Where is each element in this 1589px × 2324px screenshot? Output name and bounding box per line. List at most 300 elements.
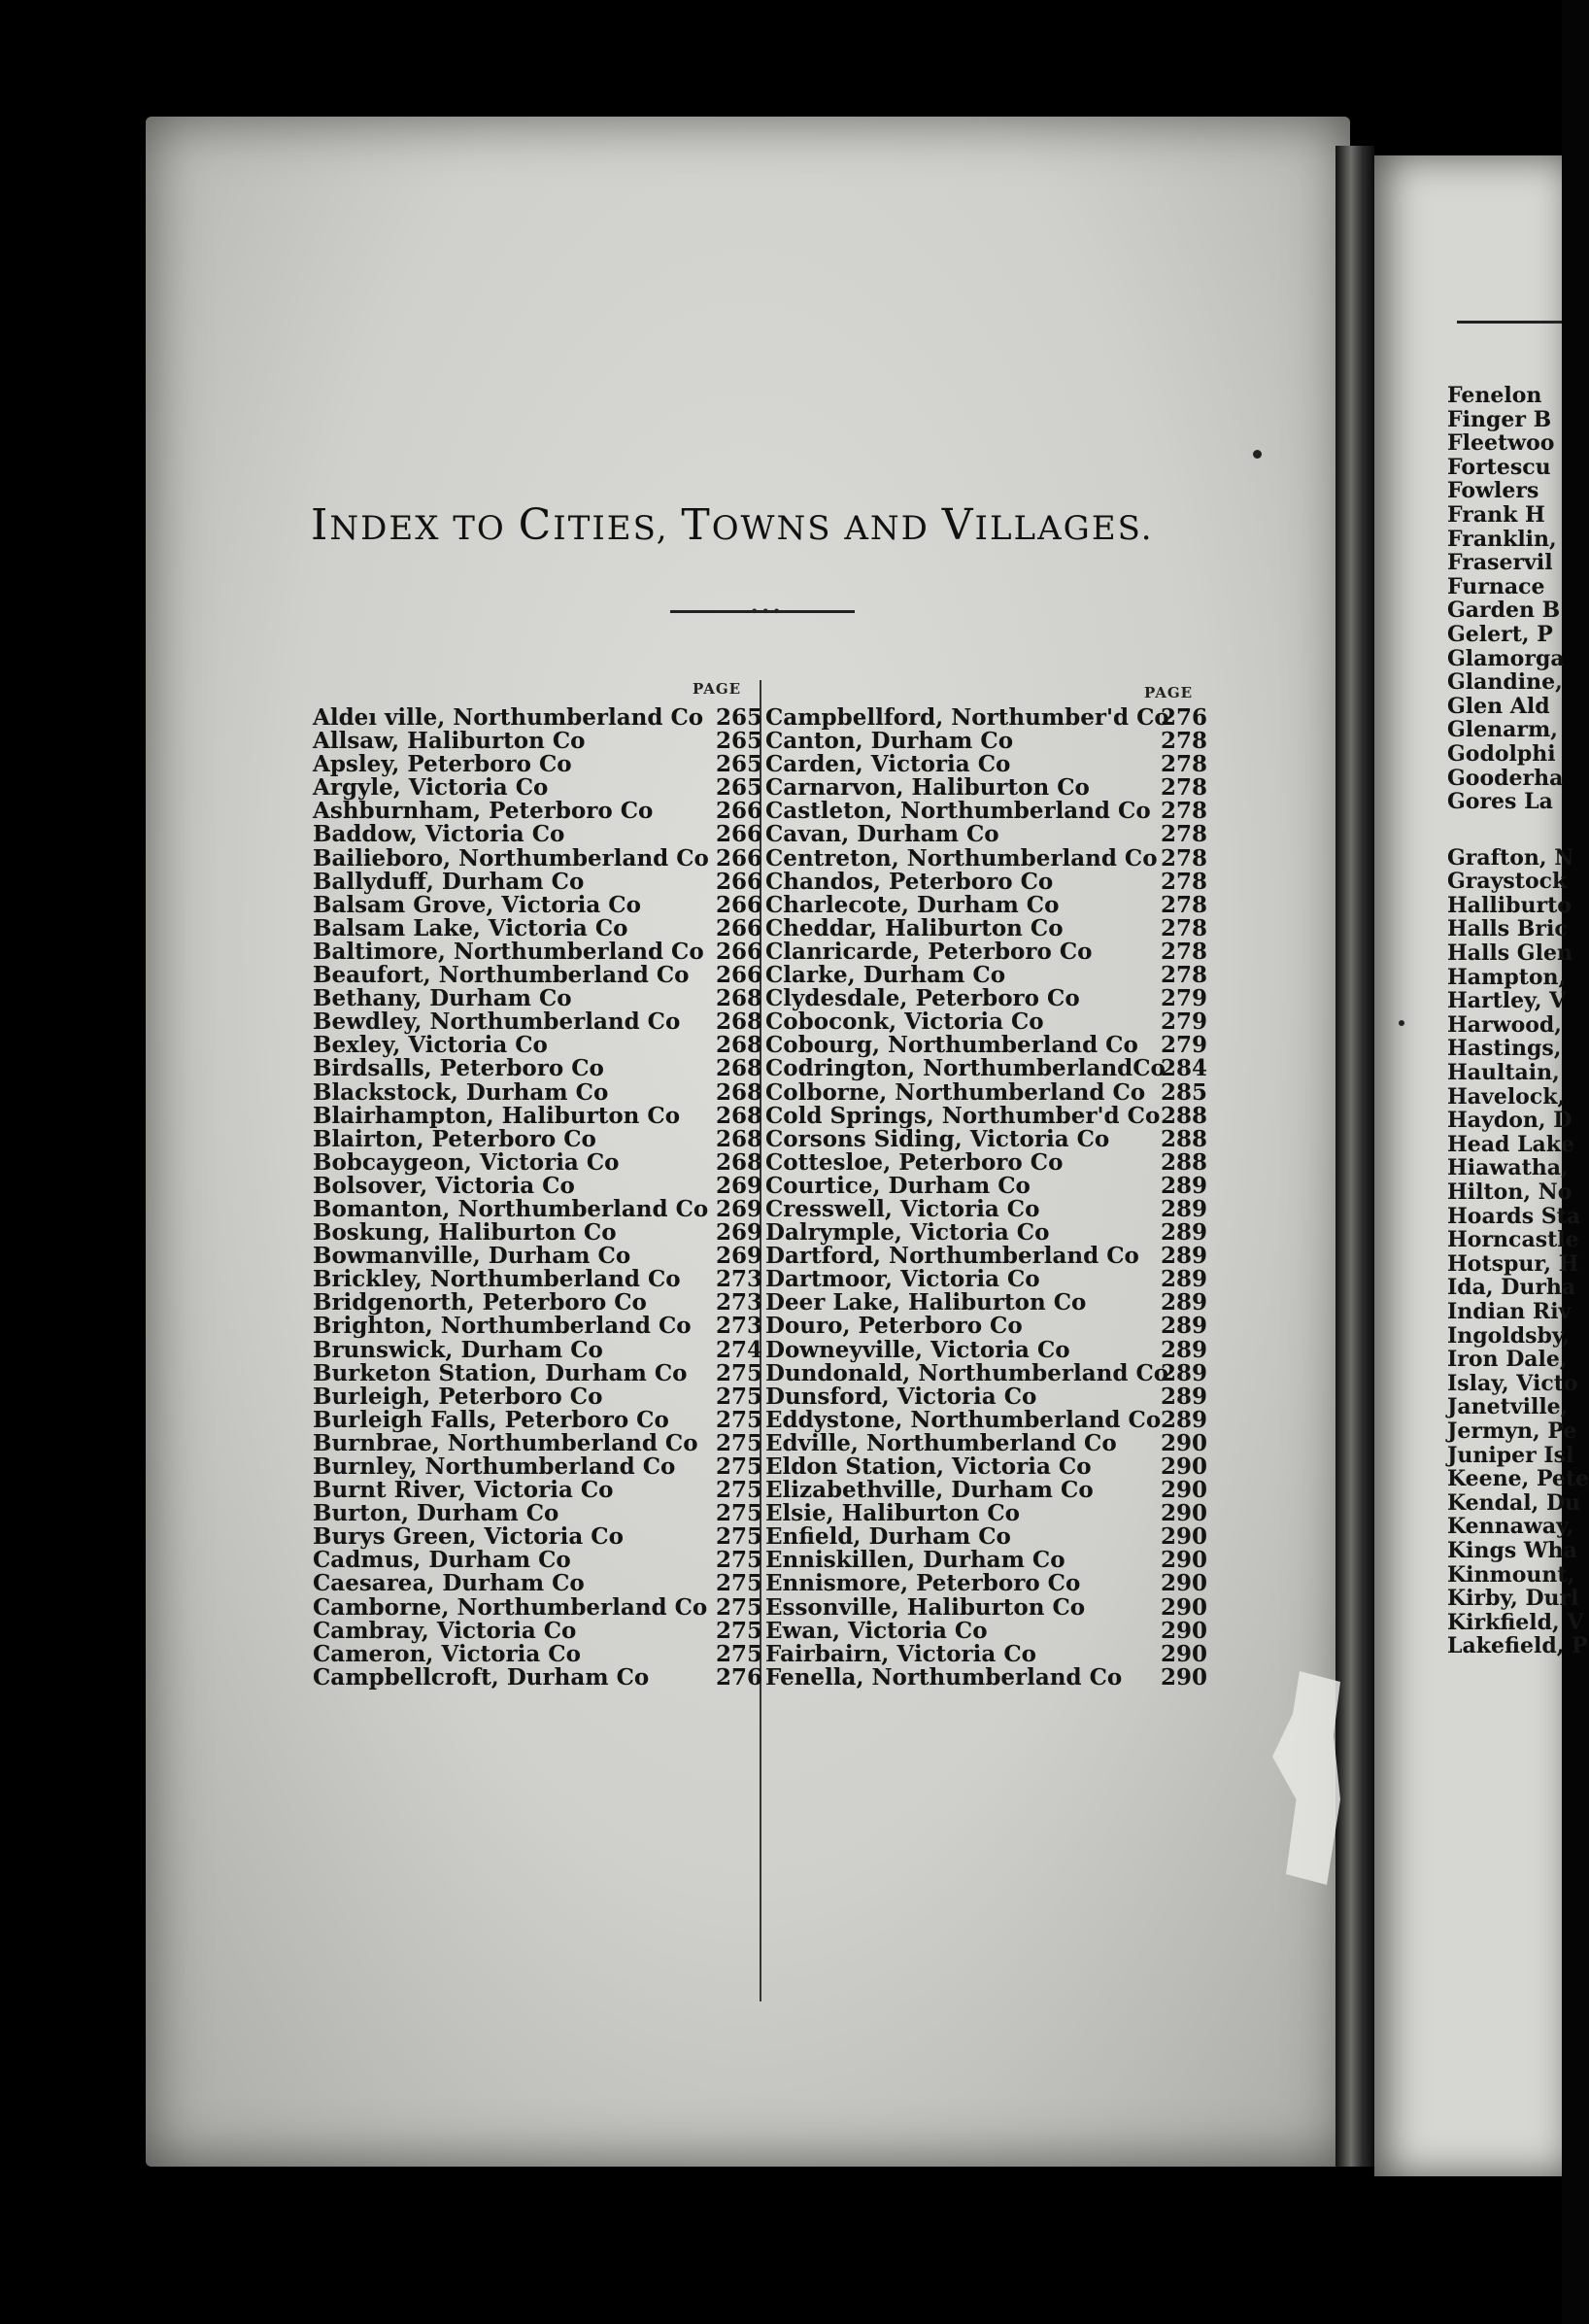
edge-index-entry: Fowlers: [1447, 478, 1539, 504]
entry-page-number: 268: [715, 1078, 762, 1106]
entry-name: Carden, Victoria Co: [765, 751, 1011, 778]
edge-index-entry: Finger B: [1447, 406, 1552, 432]
entry-name: Coboconk, Victoria Co: [765, 1008, 1044, 1036]
entry-name: Boskung, Haliburton Co: [313, 1219, 617, 1247]
edge-index-entry: Horncastle: [1447, 1227, 1579, 1253]
entry-name: Ennismore, Peterboro Co: [765, 1570, 1081, 1597]
index-entry: [765, 891, 1207, 918]
index-entry: [313, 1336, 762, 1363]
entry-name: Courtice, Durham Co: [765, 1172, 1031, 1199]
entry-name: Clarke, Durham Co: [765, 962, 1006, 989]
entry-page-number: 289: [1160, 1359, 1207, 1386]
entry-name: Burketon Station, Durham Co: [313, 1359, 688, 1386]
index-entry: [765, 1057, 1207, 1080]
entry-name: Dunsford, Victoria Co: [765, 1383, 1037, 1410]
entry-page-number: 290: [1160, 1663, 1207, 1691]
index-entry: [765, 914, 1207, 941]
index-entry: [765, 1148, 1207, 1176]
index-entry: [313, 1500, 762, 1527]
entry-name: Castleton, Northumberland Co: [765, 798, 1151, 825]
index-entry: [765, 1640, 1207, 1667]
index-entry: [313, 985, 762, 1012]
edge-index-entry: Hampton,: [1447, 964, 1567, 990]
entry-page-number: 268: [715, 1125, 762, 1152]
entry-page-number: 279: [1160, 985, 1207, 1012]
entry-page-number: 265: [715, 728, 762, 755]
index-entry: [313, 1008, 762, 1036]
entry-page-number: 269: [715, 1172, 762, 1199]
entry-page-number: 290: [1160, 1570, 1207, 1597]
entry-name: Edville, Northumberland Co: [765, 1429, 1117, 1456]
entry-page-number: 275: [715, 1406, 762, 1433]
edge-index-entry: Glandine,: [1447, 669, 1563, 696]
entry-page-number: 275: [715, 1500, 762, 1527]
entry-page-number: 273: [715, 1266, 762, 1293]
entry-page-number: 275: [715, 1383, 762, 1410]
entry-page-number: 290: [1160, 1453, 1207, 1480]
entry-page-number: 290: [1160, 1500, 1207, 1527]
index-entry: [313, 1172, 762, 1199]
edge-index-entry: Havelock,: [1447, 1083, 1566, 1110]
entry-page-number: 266: [715, 868, 762, 895]
index-entry: [765, 844, 1207, 872]
index-entry: [313, 891, 762, 918]
edge-index-entry: Kennaway,: [1447, 1514, 1574, 1540]
entry-name: Burys Green, Victoria Co: [313, 1523, 624, 1551]
entry-name: Blackstock, Durham Co: [313, 1078, 609, 1106]
entry-page-number: 268: [715, 1055, 762, 1082]
entry-page-number: 278: [1160, 891, 1207, 918]
edge-index-entry: Hilton, No: [1447, 1179, 1572, 1205]
entry-name: Carnarvon, Haliburton Co: [765, 774, 1090, 802]
entry-name: Blairhampton, Haliburton Co: [313, 1102, 681, 1129]
entry-name: Enfield, Durham Co: [765, 1523, 1011, 1551]
index-entry: [765, 1010, 1207, 1034]
edge-index-entry: Janetville,: [1447, 1394, 1569, 1420]
edge-index-entry: Harwood,: [1447, 1011, 1562, 1038]
index-entry: [765, 1315, 1207, 1338]
entry-name: Corsons Siding, Victoria Co: [765, 1125, 1110, 1152]
page-title: INDEX TO CITIES, TOWNS AND VILLAGES.: [311, 500, 1154, 550]
index-entry: [765, 1663, 1207, 1691]
entry-name: Colborne, Northumberland Co: [765, 1078, 1146, 1106]
index-entry: [313, 774, 762, 802]
edge-index-entry: Hiawatha,: [1447, 1155, 1569, 1181]
edge-index-entry: Kings Wha: [1447, 1537, 1577, 1563]
entry-page-number: 289: [1160, 1336, 1207, 1363]
entry-name: Burnley, Northumberland Co: [313, 1453, 676, 1480]
entry-page-number: 275: [715, 1477, 762, 1504]
edge-index-entry: Head Lake: [1447, 1131, 1575, 1157]
entry-page-number: 266: [715, 962, 762, 989]
index-entry: [313, 938, 762, 965]
entry-page-number: 269: [715, 1195, 762, 1222]
index-entry: [313, 751, 762, 778]
entry-page-number: 278: [1160, 774, 1207, 802]
entry-name: Bexley, Victoria Co: [313, 1032, 548, 1059]
entry-name: Cadmus, Durham Co: [313, 1547, 571, 1574]
edge-index-entry: Haultain,: [1447, 1060, 1560, 1086]
index-entry: [765, 987, 1207, 1010]
entry-page-number: 284: [1160, 1055, 1207, 1082]
entry-name: Clydesdale, Peterboro Co: [765, 985, 1080, 1012]
edge-index-entry: Grafton, N: [1447, 844, 1574, 871]
edge-index-entry: Ida, Durha: [1447, 1275, 1576, 1301]
edge-index-entry: Hotspur, H: [1447, 1250, 1579, 1277]
entry-name: Burton, Durham Co: [313, 1500, 559, 1527]
index-entry: [313, 1289, 762, 1316]
entry-page-number: 278: [1160, 962, 1207, 989]
entry-name: Burleigh, Peterboro Co: [313, 1383, 603, 1410]
edge-index-entry: Furnace: [1447, 573, 1545, 599]
index-entry: [765, 1268, 1207, 1291]
entry-name: Dartmoor, Victoria Co: [765, 1266, 1040, 1293]
entry-page-number: 289: [1160, 1383, 1207, 1410]
entry-name: Aldeı ville, Northumberland Co: [313, 704, 704, 731]
edge-index-entry: Fortescu: [1447, 454, 1551, 480]
title-ornament: •••: [750, 602, 784, 621]
entry-page-number: 288: [1160, 1125, 1207, 1152]
page-column-label-left: PAGE: [693, 680, 742, 698]
entry-page-number: 289: [1160, 1406, 1207, 1433]
entry-name: Bobcaygeon, Victoria Co: [313, 1148, 620, 1176]
index-entry: [765, 1172, 1207, 1199]
edge-index-entry: Halls Glen: [1447, 940, 1572, 967]
entry-page-number: 266: [715, 891, 762, 918]
index-entry: [765, 1617, 1207, 1644]
index-entry: [313, 1593, 762, 1621]
entry-name: Birdsalls, Peterboro Co: [313, 1055, 604, 1082]
entry-name: Brickley, Northumberland Co: [313, 1266, 681, 1293]
entry-name: Cottesloe, Peterboro Co: [765, 1148, 1064, 1176]
edge-index-entry: Islay, Victo: [1447, 1370, 1578, 1396]
entry-name: Douro, Peterboro Co: [765, 1313, 1023, 1340]
entry-page-number: 266: [715, 938, 762, 965]
entry-name: Elsie, Haliburton Co: [765, 1500, 1020, 1527]
edge-index-entry: Iron Dale,: [1447, 1347, 1568, 1373]
index-entry: [313, 1663, 762, 1691]
entry-page-number: 275: [715, 1547, 762, 1574]
index-entry: [765, 1102, 1207, 1129]
index-entry: [313, 1032, 762, 1059]
index-entry: [313, 1640, 762, 1667]
index-entry: [765, 1502, 1207, 1525]
entry-name: Centreton, Northumberland Co: [765, 844, 1158, 872]
entry-page-number: 278: [1160, 844, 1207, 872]
edge-index-entry: Fleetwoo: [1447, 430, 1555, 457]
entry-page-number: 290: [1160, 1429, 1207, 1456]
entry-page-number: 268: [715, 1008, 762, 1036]
entry-name: Dalrymple, Victoria Co: [765, 1219, 1050, 1247]
edge-index-entry: Hastings,: [1447, 1036, 1562, 1062]
entry-page-number: 276: [1160, 704, 1207, 731]
edge-index-entry: Garden B: [1447, 598, 1561, 624]
entry-page-number: 269: [715, 1243, 762, 1270]
index-entry: [313, 728, 762, 755]
index-entry: [765, 730, 1207, 753]
entry-name: Cavan, Durham Co: [765, 821, 999, 848]
entry-name: Baltimore, Northumberland Co: [313, 938, 704, 965]
edge-index-entry: Kirkfield, V: [1447, 1609, 1584, 1635]
index-entry: [313, 1547, 762, 1574]
entry-name: Bridgenorth, Peterboro Co: [313, 1289, 647, 1316]
index-entry: [765, 1245, 1207, 1268]
entry-page-number: 289: [1160, 1266, 1207, 1293]
index-entry: [313, 1148, 762, 1176]
index-entry: [765, 1479, 1207, 1502]
entry-page-number: 279: [1160, 1032, 1207, 1059]
entry-page-number: 275: [715, 1617, 762, 1644]
right-page-rule: [1457, 321, 1562, 324]
entry-name: Baddow, Victoria Co: [313, 821, 565, 848]
index-entry: [313, 1195, 762, 1222]
index-entry: [313, 844, 762, 872]
edge-index-entry: Frank H: [1447, 501, 1545, 528]
entry-page-number: 268: [715, 985, 762, 1012]
entry-name: Blairton, Peterboro Co: [313, 1125, 596, 1152]
entry-page-number: 289: [1160, 1313, 1207, 1340]
entry-name: Dartford, Northumberland Co: [765, 1243, 1139, 1270]
entry-name: Balsam Lake, Victoria Co: [313, 914, 628, 941]
edge-index-entry: Fenelon: [1447, 383, 1542, 408]
edge-index-entry: Gooderha: [1447, 765, 1564, 791]
entry-name: Bolsover, Victoria Co: [313, 1172, 575, 1199]
edge-index-entry: Kinmount,: [1447, 1561, 1575, 1588]
edge-index-entry: Jermyn, Pe: [1447, 1418, 1577, 1444]
entry-name: Bailieboro, Northumberland Co: [313, 844, 709, 872]
index-entry: [765, 1221, 1207, 1245]
entry-name: Bowmanville, Durham Co: [313, 1243, 631, 1270]
index-entry: [765, 1429, 1207, 1456]
index-entry: [765, 1572, 1207, 1595]
edge-index-entry: Glamorga: [1447, 645, 1565, 671]
entry-page-number: 275: [715, 1640, 762, 1667]
index-column-right: [765, 706, 1207, 1690]
entry-page-number: 278: [1160, 751, 1207, 778]
index-entry: [765, 800, 1207, 823]
edge-index-entry: Juniper Isl: [1447, 1442, 1574, 1468]
entry-name: Cheddar, Haliburton Co: [765, 914, 1064, 941]
book-spine: [1335, 146, 1374, 2167]
entry-page-number: 289: [1160, 1195, 1207, 1222]
entry-page-number: 289: [1160, 1289, 1207, 1316]
edge-index-entry: Glen Ald: [1447, 693, 1550, 719]
ink-speck: [1399, 1020, 1404, 1026]
entry-name: Codrington, NorthumberlandCo: [765, 1055, 1166, 1082]
entry-name: Clanricarde, Peterboro Co: [765, 938, 1093, 965]
entry-name: Cresswell, Victoria Co: [765, 1195, 1040, 1222]
index-entry: [765, 964, 1207, 987]
entry-name: Cold Springs, Northumber'd Co: [765, 1102, 1161, 1129]
entry-name: Ballyduff, Durham Co: [313, 868, 585, 895]
entry-page-number: 276: [715, 1663, 762, 1691]
index-entry: [313, 1383, 762, 1410]
index-entry: [765, 868, 1207, 895]
entry-page-number: 290: [1160, 1640, 1207, 1667]
index-entry: [765, 1593, 1207, 1621]
entry-page-number: 290: [1160, 1523, 1207, 1551]
entry-page-number: 278: [1160, 798, 1207, 825]
entry-name: Camborne, Northumberland Co: [313, 1593, 708, 1621]
index-entry: [313, 1078, 762, 1106]
index-entry: [313, 868, 762, 895]
entry-name: Bomanton, Northumberland Co: [313, 1195, 709, 1222]
entry-page-number: 275: [715, 1359, 762, 1386]
page-column-label-right: PAGE: [1144, 684, 1194, 701]
entry-page-number: 278: [1160, 914, 1207, 941]
index-entry: [765, 823, 1207, 846]
entry-page-number: 275: [715, 1593, 762, 1621]
index-entry: [765, 940, 1207, 964]
entry-name: Bewdley, Northumberland Co: [313, 1008, 681, 1036]
entry-page-number: 279: [1160, 1008, 1207, 1036]
index-entry: [765, 1455, 1207, 1479]
entry-page-number: 290: [1160, 1547, 1207, 1574]
edge-spacer: [1447, 814, 1589, 846]
entry-name: Balsam Grove, Victoria Co: [313, 891, 641, 918]
entry-name: Canton, Durham Co: [765, 728, 1014, 755]
entry-page-number: 269: [715, 1219, 762, 1247]
entry-page-number: 266: [715, 798, 762, 825]
entry-name: Burleigh Falls, Peterboro Co: [313, 1406, 669, 1433]
entry-page-number: 266: [715, 844, 762, 872]
entry-page-number: 290: [1160, 1593, 1207, 1621]
entry-page-number: 275: [715, 1453, 762, 1480]
entry-name: Fenella, Northumberland Co: [765, 1663, 1123, 1691]
entry-name: Fairbairn, Victoria Co: [765, 1640, 1036, 1667]
entry-name: Allsaw, Haliburton Co: [313, 728, 586, 755]
index-entry: [313, 1102, 762, 1129]
entry-page-number: 274: [715, 1336, 762, 1363]
entry-page-number: 273: [715, 1313, 762, 1340]
entry-page-number: 266: [715, 914, 762, 941]
edge-index-entry: Haydon, D: [1447, 1108, 1572, 1134]
index-entry: [313, 1266, 762, 1293]
entry-page-number: 278: [1160, 938, 1207, 965]
edge-index-entry: Halliburto: [1447, 892, 1572, 918]
index-entry: [313, 1570, 762, 1597]
edge-index-entry: Gelert, P: [1447, 621, 1553, 647]
entry-page-number: 275: [715, 1570, 762, 1597]
entry-page-number: 290: [1160, 1617, 1207, 1644]
entry-page-number: 285: [1160, 1078, 1207, 1106]
entry-page-number: 268: [715, 1102, 762, 1129]
entry-page-number: 265: [715, 751, 762, 778]
entry-page-number: 275: [715, 1429, 762, 1456]
index-entry: [313, 1523, 762, 1551]
entry-page-number: 278: [1160, 868, 1207, 895]
index-entry: [765, 1525, 1207, 1549]
entry-name: Campbellford, Northumber'd Co: [765, 704, 1169, 731]
entry-name: Brunswick, Durham Co: [313, 1336, 603, 1363]
index-entry: [313, 1243, 762, 1270]
entry-page-number: 278: [1160, 821, 1207, 848]
entry-page-number: 289: [1160, 1243, 1207, 1270]
entry-name: Bethany, Durham Co: [313, 985, 572, 1012]
edge-index-entry: Indian Riv: [1447, 1298, 1572, 1324]
entry-name: Cameron, Victoria Co: [313, 1640, 581, 1667]
entry-page-number: 268: [715, 1032, 762, 1059]
entry-name: Enniskillen, Durham Co: [765, 1547, 1065, 1574]
index-entry: [765, 1359, 1207, 1386]
entry-page-number: 266: [715, 821, 762, 848]
entry-name: Ashburnham, Peterboro Co: [313, 798, 654, 825]
edge-index-entry: Gores La: [1447, 789, 1553, 815]
entry-page-number: 265: [715, 704, 762, 731]
entry-name: Apsley, Peterboro Co: [313, 751, 572, 778]
entry-page-number: 289: [1160, 1219, 1207, 1247]
entry-page-number: 275: [715, 1523, 762, 1551]
index-entry: [313, 1313, 762, 1340]
entry-name: Caesarea, Durham Co: [313, 1570, 585, 1597]
entry-page-number: 278: [1160, 728, 1207, 755]
entry-page-number: 265: [715, 774, 762, 802]
edge-index-entry: Godolphi: [1447, 740, 1556, 767]
index-entry: [313, 1429, 762, 1456]
index-entry: [765, 1291, 1207, 1315]
entry-name: Downeyville, Victoria Co: [765, 1336, 1070, 1363]
index-entry: [765, 706, 1207, 730]
entry-page-number: 268: [715, 1148, 762, 1176]
edge-index-entry: Kendal, Du: [1447, 1489, 1581, 1516]
entry-name: Dundonald, Northumberland Co: [765, 1359, 1169, 1386]
index-entry: [765, 753, 1207, 776]
index-entry: [765, 1336, 1207, 1363]
entry-name: Charlecote, Durham Co: [765, 891, 1060, 918]
entry-name: Burnt River, Victoria Co: [313, 1477, 614, 1504]
index-entry: [313, 914, 762, 941]
entry-name: Deer Lake, Haliburton Co: [765, 1289, 1087, 1316]
index-entry: [765, 776, 1207, 800]
entry-name: Brighton, Northumberland Co: [313, 1313, 692, 1340]
index-entry: [313, 962, 762, 989]
entry-name: Beaufort, Northumberland Co: [313, 962, 690, 989]
edge-index-entry: Halls Bric: [1447, 916, 1568, 942]
index-entry: [765, 1125, 1207, 1152]
entry-name: Eldon Station, Victoria Co: [765, 1453, 1092, 1480]
index-entry: [765, 1406, 1207, 1433]
index-entry: [313, 1219, 762, 1247]
entry-page-number: 288: [1160, 1148, 1207, 1176]
edge-index-entry: Kirby, Durl: [1447, 1586, 1579, 1612]
index-entry: [313, 1617, 762, 1644]
right-page-index-fragment: [1447, 384, 1589, 1658]
entry-page-number: 273: [715, 1289, 762, 1316]
edge-index-entry: Franklin,: [1447, 526, 1557, 552]
edge-index-entry: Hartley, V: [1447, 988, 1567, 1014]
index-entry: [765, 1195, 1207, 1222]
entry-name: Elizabethville, Durham Co: [765, 1477, 1094, 1504]
index-column-left: [313, 704, 762, 1691]
index-entry: [313, 1359, 762, 1386]
entry-name: Eddystone, Northumberland Co: [765, 1406, 1162, 1433]
entry-name: Chandos, Peterboro Co: [765, 868, 1054, 895]
index-entry: [313, 1125, 762, 1152]
entry-name: Ewan, Victoria Co: [765, 1617, 988, 1644]
index-entry: [313, 704, 762, 731]
entry-page-number: 289: [1160, 1172, 1207, 1199]
index-entry: [313, 1055, 762, 1082]
index-entry: [313, 1453, 762, 1480]
entry-name: Cambray, Victoria Co: [313, 1617, 577, 1644]
index-entry: [765, 1549, 1207, 1572]
index-entry: [313, 1477, 762, 1504]
index-entry: [765, 1385, 1207, 1409]
entry-name: Argyle, Victoria Co: [313, 774, 549, 802]
edge-index-entry: Hoards Sta: [1447, 1203, 1581, 1229]
entry-page-number: 288: [1160, 1102, 1207, 1129]
edge-index-entry: Graystock: [1447, 869, 1568, 895]
